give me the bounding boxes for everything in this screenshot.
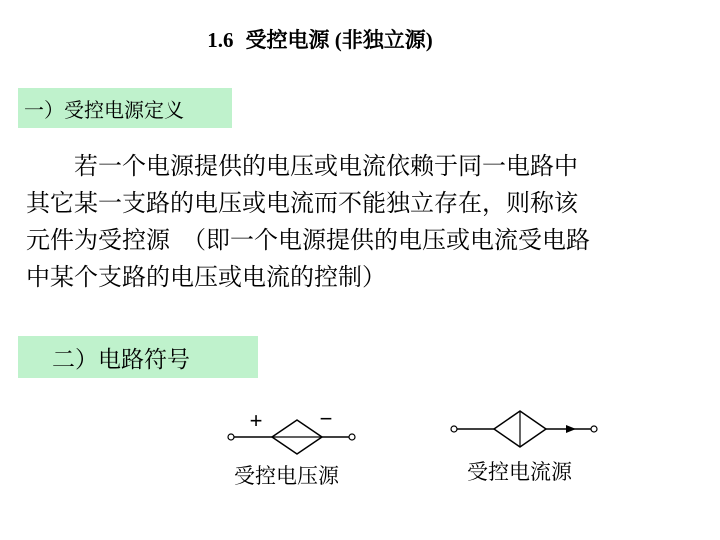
controlled-voltage-source-symbol xyxy=(228,406,355,454)
section1-label: 一）受控电源定义 xyxy=(24,97,184,122)
minus-sign: − xyxy=(319,406,333,431)
paragraph-line: 元件为受控源 （即一个电源提供的电压或电流受电路 xyxy=(26,226,590,254)
section2-label: 二）电路符号 xyxy=(52,346,190,373)
current-source-caption: 受控电流源 xyxy=(467,460,572,484)
title-number: 1.6 xyxy=(207,28,234,52)
voltage-source-caption: 受控电压源 xyxy=(234,464,339,488)
left-terminal xyxy=(451,426,457,432)
controlled-current-source-symbol xyxy=(451,411,597,447)
plus-sign: + xyxy=(249,408,263,433)
right-terminal xyxy=(349,434,355,440)
left-terminal xyxy=(228,434,234,440)
paragraph-line: 中某个支路的电压或电流的控制） xyxy=(26,263,386,291)
paragraph-line: 其它某一支路的电压或电流而不能独立存在，则称该 xyxy=(26,189,578,217)
current-arrow-icon xyxy=(566,425,576,433)
right-terminal xyxy=(591,426,597,432)
paragraph-line: 若一个电源提供的电压或电流依赖于同一电路中 xyxy=(26,152,578,180)
title-text: 受控电源 (非独立源) xyxy=(245,28,433,52)
